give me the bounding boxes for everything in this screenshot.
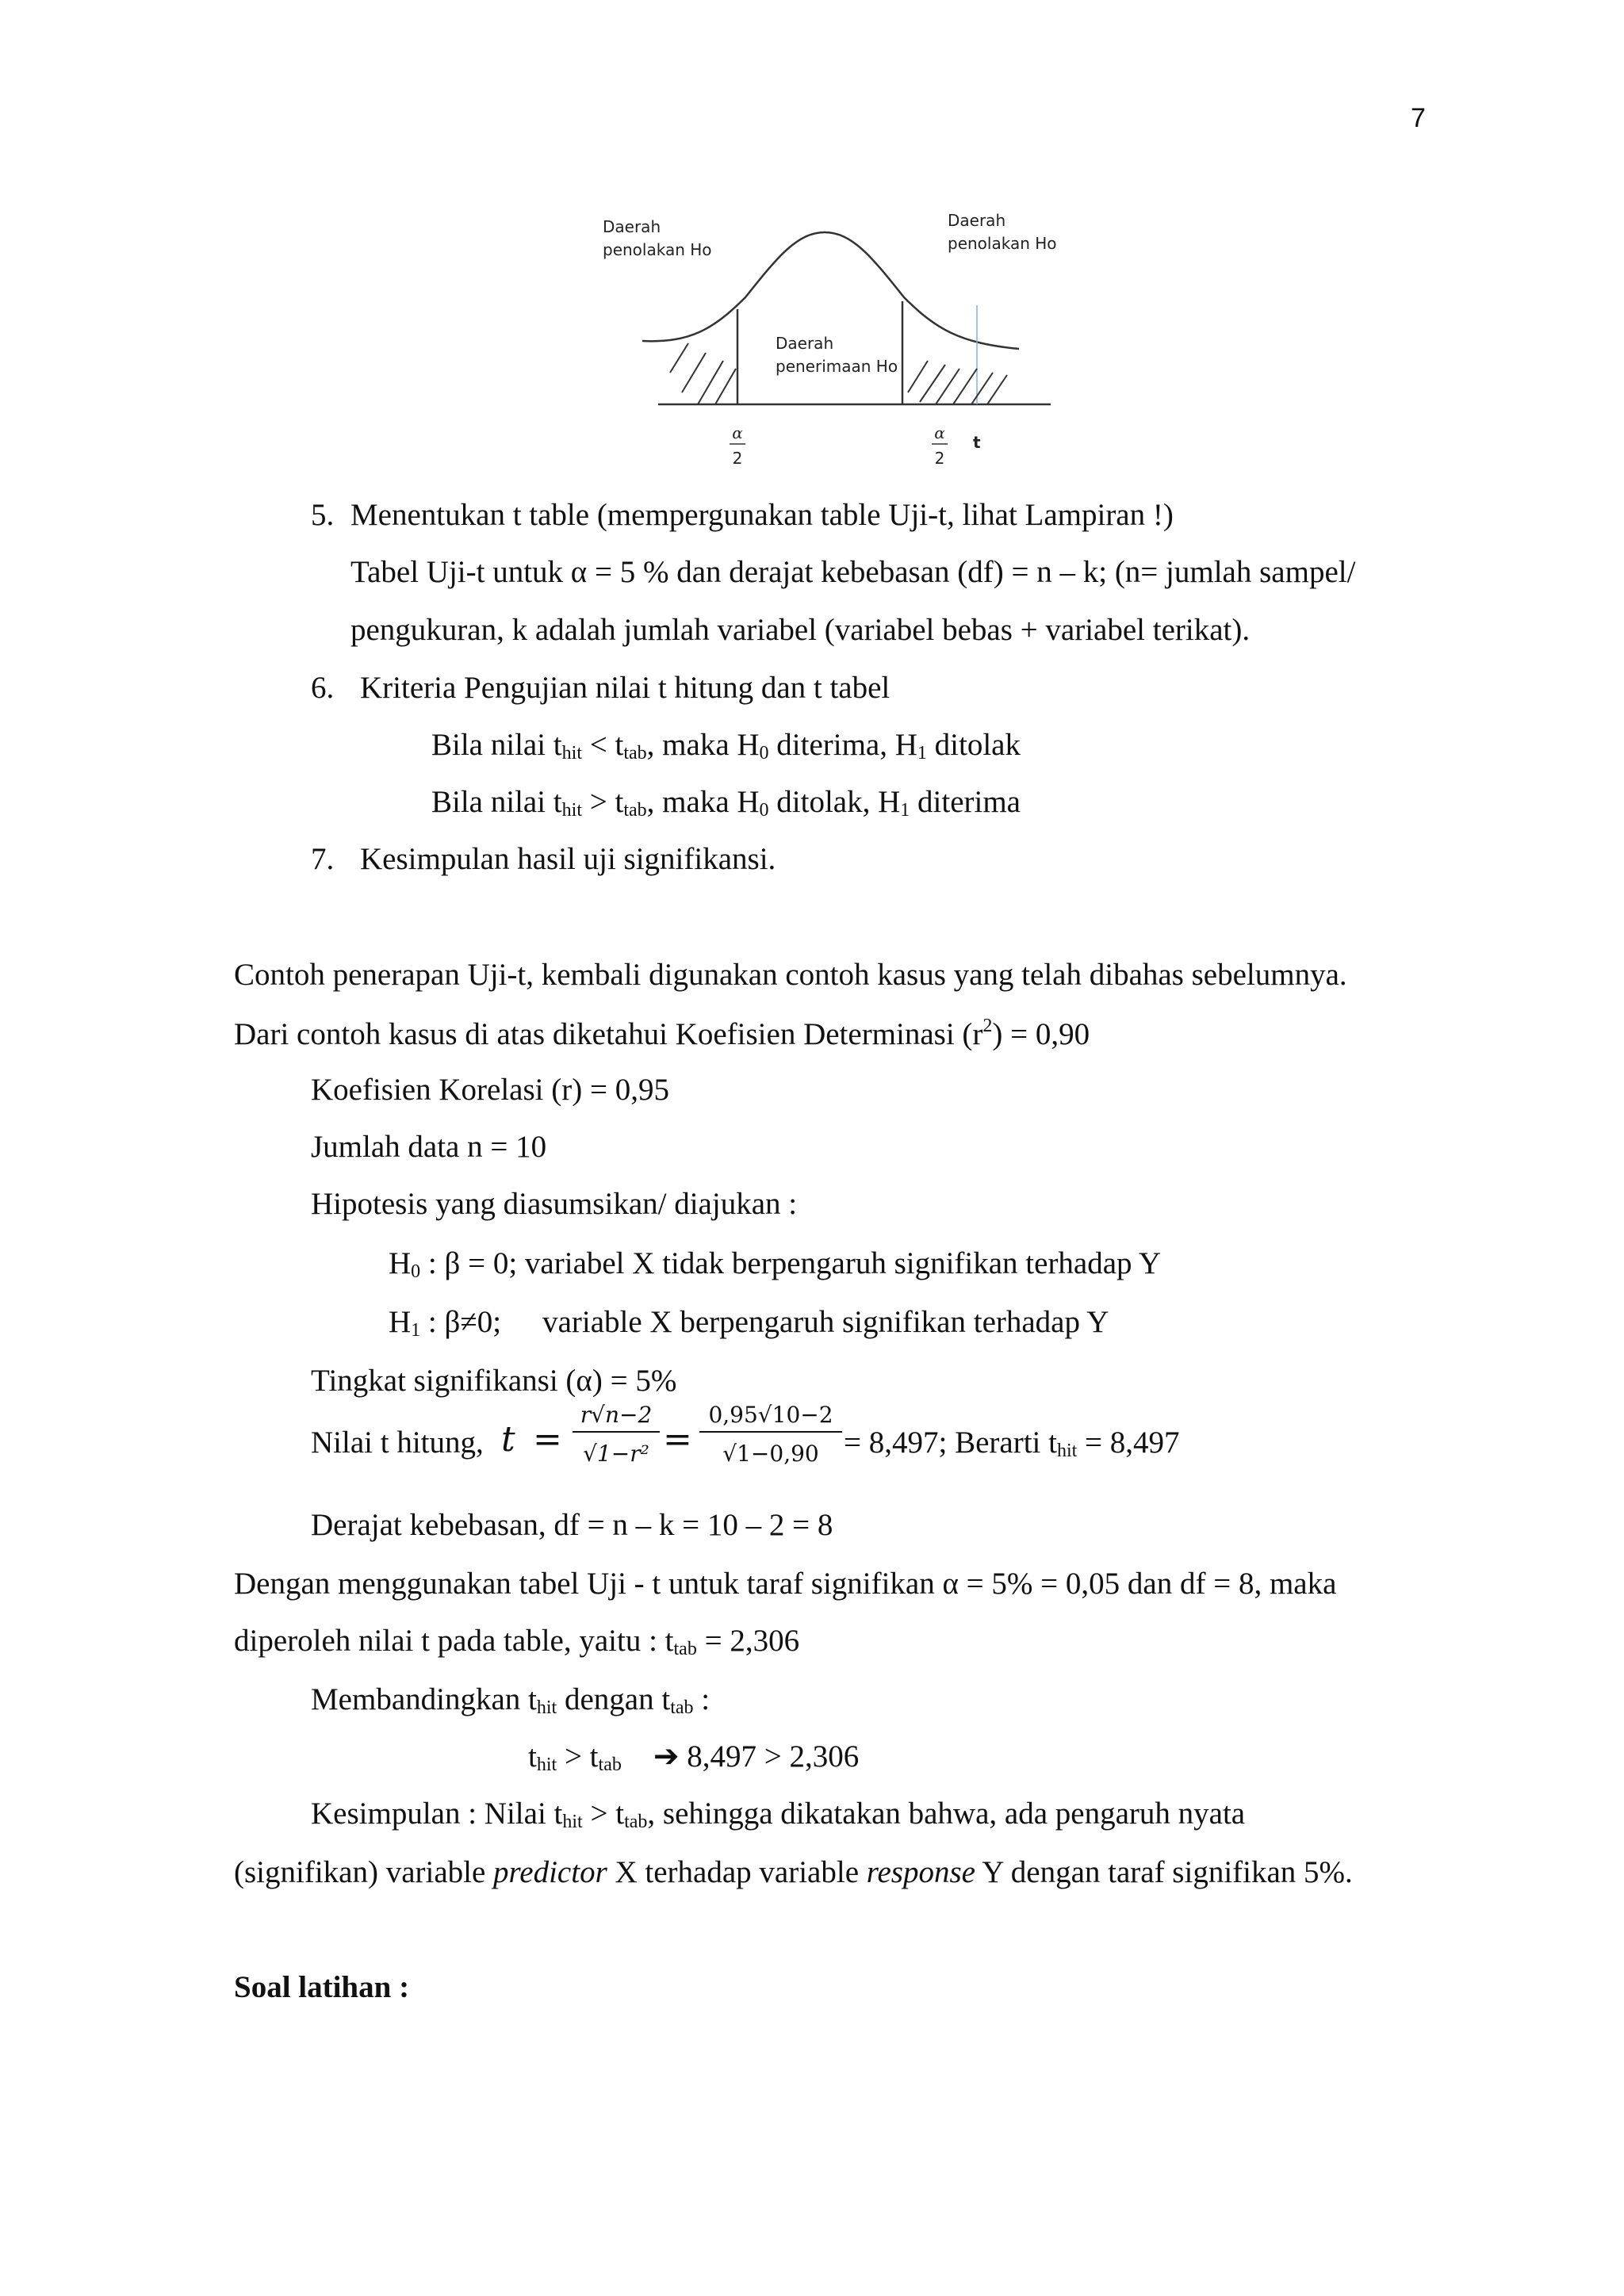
step-5-line2: Tabel Uji-t untuk α = 5 % dan derajat kebebasan (df) = n – k; (n= jumlah sampel/ — [350, 555, 1356, 589]
formula-fraction-2-numerator: 0,95√10−2 — [699, 1402, 842, 1433]
left-label-line2: penolakan Ho — [603, 240, 712, 259]
step-6-rule-2: Bila nilai $t_{hit} > t_{tab}$, maka $H_0$ ditolak, $H_1$ diterima — [431, 785, 1021, 821]
soal-latihan-heading: Soal latihan : — [234, 1970, 410, 2004]
formula-fraction-1 — [573, 1402, 660, 1467]
formula-t-symbol: t — [501, 1419, 515, 1460]
formula-result: = 8,497; Berarti $t_{hit} = 8,497$ — [844, 1425, 1180, 1461]
hypothesis-h1: $H_1$ : β≠0; variable X berpengaruh signifikan terhadap Y — [389, 1305, 1109, 1341]
step-5-line3: pengukuran, k adalah jumlah variabel (variabel bebas + variabel terikat). — [350, 613, 1251, 647]
formula-equals-1: = — [533, 1419, 562, 1460]
example-intro: Contoh penerapan Uji-t, kembali digunakan contoh kasus yang telah dibahas sebelumnya. — [234, 958, 1347, 992]
hypothesis-h0: $H_0$ : β = 0; variabel X tidak berpengaruh signifikan terhadap Y — [389, 1246, 1162, 1282]
arrow-icon: ➔ — [653, 1739, 680, 1774]
formula-fraction-1-denominator: √1−r² — [583, 1441, 649, 1467]
step-7-text: Kesimpulan hasil uji signifikansi. — [360, 842, 776, 876]
right-hatch — [908, 361, 1007, 404]
right-label-line2: penolakan Ho — [948, 234, 1057, 253]
step-5-number: 5. — [311, 498, 335, 532]
formula-fraction-2-denominator: √1−0,90 — [722, 1441, 819, 1467]
step-6-number: 6. — [311, 671, 335, 705]
example-ttab-value: diperoleh nilai t pada table, yaitu : $t_{tab} = 2,306$ — [234, 1624, 800, 1659]
left-two: 2 — [732, 449, 743, 468]
left-hatch — [670, 343, 736, 404]
right-label-line1: Daerah — [948, 211, 1006, 230]
example-hipotesis: Hipotesis yang diasumsikan/ diajukan : — [311, 1187, 798, 1221]
formula-fraction-2 — [699, 1402, 842, 1467]
t-label: t — [973, 433, 981, 452]
example-comparison: $t_{hit} > t_{tab}$ ➔ 8,497 > 2,306 — [528, 1739, 860, 1775]
step-7-number: 7. — [311, 842, 335, 876]
example-korelasi: Koefisien Korelasi (r) = 0,95 — [311, 1073, 669, 1107]
step-6-rule-1: Bila nilai $t_{hit} < t_{tab}$, maka $H_0$ diterima, $H_1$ ditolak — [431, 728, 1021, 763]
right-alpha: α — [934, 423, 945, 442]
right-two: 2 — [934, 449, 945, 468]
page-number: 7 — [1411, 103, 1426, 133]
example-paragraph-3: Dengan menggunakan tabel Uji - t untuk taraf signifikan α = 5% = 0,05 dan df = 8, maka — [234, 1567, 1337, 1601]
center-label-line1: Daerah — [776, 334, 834, 353]
formula-equals-2: = — [663, 1419, 692, 1460]
example-membandingkan: Membandingkan $t_{hit}$ dengan $t_{tab}$ : — [311, 1682, 710, 1718]
formula-fraction-1-numerator: r√n−2 — [573, 1402, 660, 1433]
example-kesimpulan-line2: (signifikan) variable predictor X terhadap variable response Y dengan taraf signifikan 5%. — [234, 1855, 1353, 1889]
center-label-line2: penerimaan Ho — [776, 357, 898, 376]
example-jumlah-data: Jumlah data n = 10 — [311, 1130, 547, 1164]
example-kesimpulan: Kesimpulan : Nilai $t_{hit} > t_{tab}$, sehingga dikatakan bahwa, ada pengaruh nyata — [311, 1797, 1246, 1832]
example-determinasi: Dari contoh kasus di atas diketahui Koefisien Determinasi $(r^2) = 0,90$ — [234, 1016, 1090, 1051]
left-label-line1: Daerah — [603, 217, 661, 236]
step-5-text: Menentukan t table (mempergunakan table Uji-t, lihat Lampiran !) — [350, 498, 1174, 532]
step-6-text: Kriteria Pengujian nilai t hitung dan t tabel — [360, 671, 891, 705]
left-alpha: α — [732, 423, 743, 442]
example-derajat-kebebasan: Derajat kebebasan, df = n – k = 10 – 2 = 8 — [311, 1508, 833, 1542]
t-distribution-figure — [587, 202, 1078, 480]
example-tingkat-signifikansi: Tingkat signifikansi (α) = 5% — [311, 1364, 677, 1398]
formula-prefix: Nilai t hitung, — [311, 1425, 484, 1460]
